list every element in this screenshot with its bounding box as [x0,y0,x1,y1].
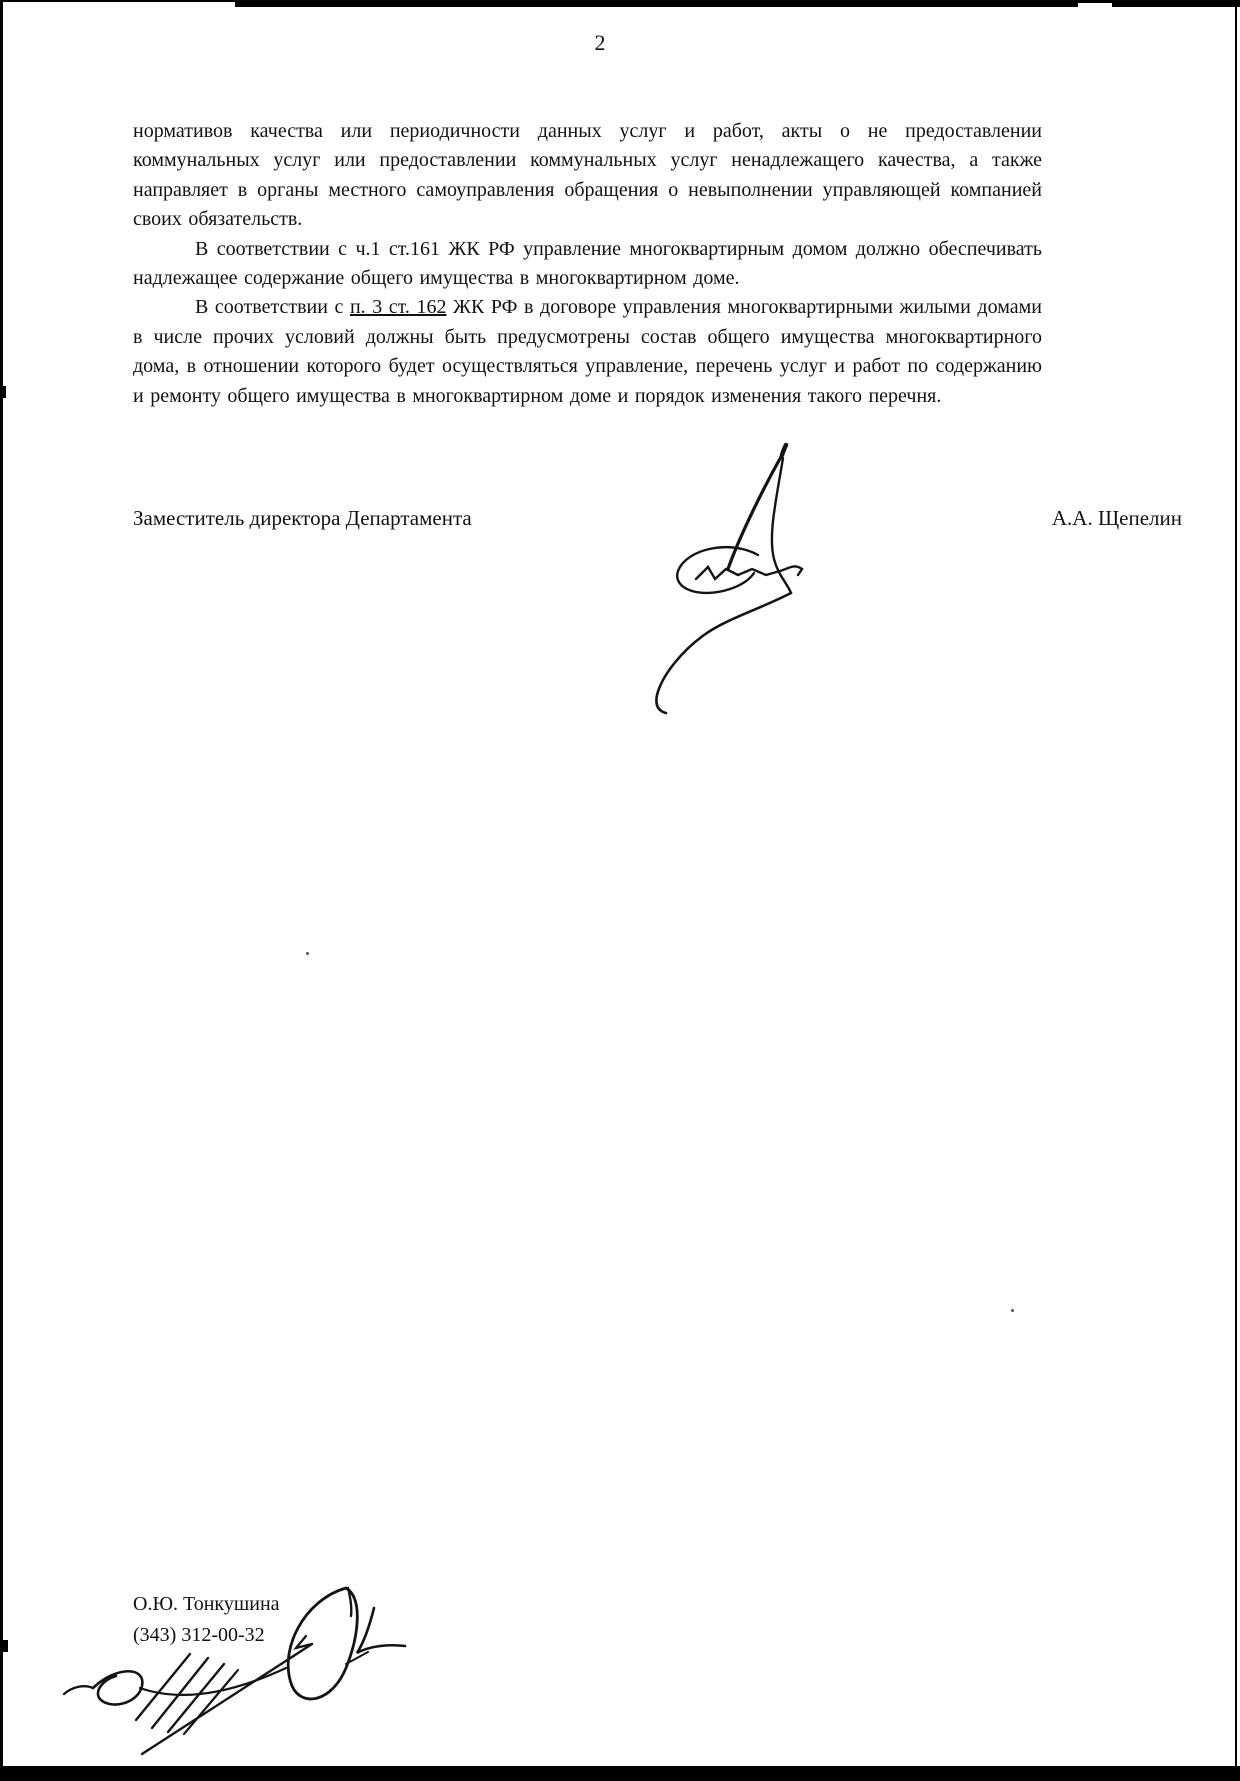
scan-edge-right [1235,0,1237,1781]
scan-speck-middle [306,952,309,955]
paragraph-3-rest: ЖК РФ в договоре управления многоквартирными жилыми домами в числе прочих условий должны быть предусмотрены состав общего имущества многоквартирного дома, в отношении которого будет осуществляться управление, перечень услуг и работ по содержанию и ремонту общего имущества в многоквартирном доме и порядок изменения такого перечня. [133,296,1042,407]
document-body [133,117,1042,411]
signer-name: А.А. Щепелин [1051,506,1182,530]
handwritten-signature-main [638,403,813,723]
scan-speck-right [1011,1309,1014,1312]
paragraph-2: В соответствии с ч.1 ст.161 ЖК РФ управление многоквартирным домом должно обеспечивать надлежащее содержание общего имущества в многоквартирном доме. [133,237,1042,290]
paragraph-3-lead: В соответствии с [195,296,350,319]
scan-edge-top-gap [1078,3,1112,7]
contact-name: О.Ю. Тонкушина [133,1593,280,1615]
handwritten-signature-footer [50,1578,430,1773]
contact-phone: (343) 312-00-32 [133,1624,265,1646]
paragraph-3 [133,293,1042,411]
signer-position-title: Заместитель директора Департамента [133,506,472,530]
legal-reference-underlined: п. 3 ст. 162 [349,296,447,319]
scan-speck-left-2 [0,1640,8,1652]
scan-speck-left-1 [0,386,6,398]
paragraph-1: нормативов качества или периодичности данных услуг и работ, акты о не предоставлении коммунальных услуг или предоставлении коммунальных услуг ненадлежащего качества, а также направляет в органы местного самоуправления обращения о невыполнении управляющей компанией своих обязательств. [133,120,1042,231]
scan-edge-left [0,0,3,1781]
page-number: 2 [594,30,606,55]
